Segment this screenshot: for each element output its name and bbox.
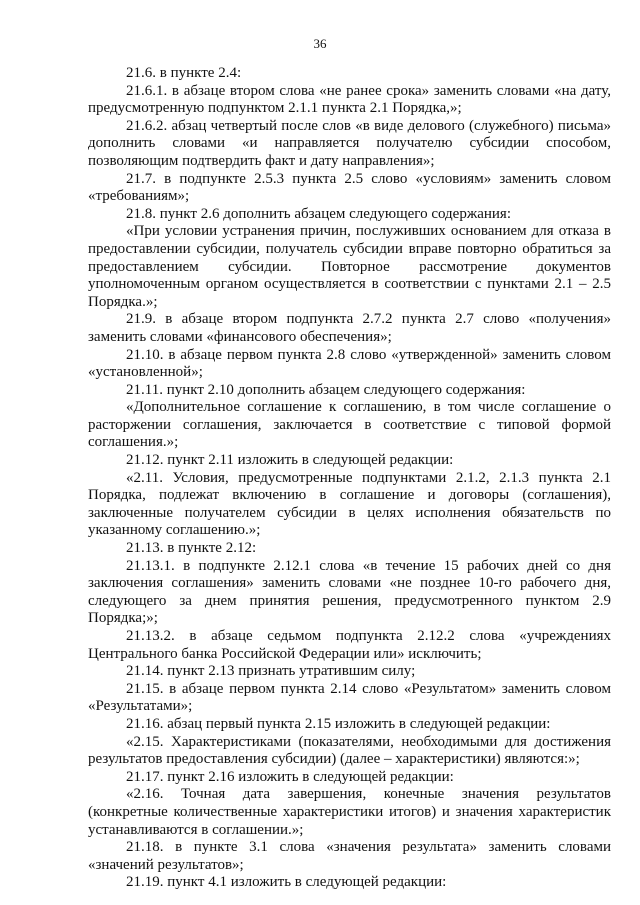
- paragraph-21-12-quote: «2.11. Условия, предусмотренные подпунктами 2.1.2, 2.1.3 пункта 2.1 Порядка, подлежат включению в соглашение и договоры (соглашения), заключенные получателем субсидии в целях исполнения обязательств по указанному соглашению.»;: [88, 469, 611, 539]
- paragraph-21-12: 21.12. пункт 2.11 изложить в следующей редакции:: [126, 452, 454, 469]
- paragraph-21-17: 21.17. пункт 2.16 изложить в следующей редакции:: [126, 768, 454, 785]
- paragraph-21-8: 21.8. пункт 2.6 дополнить абзацем следующего содержания:: [126, 205, 511, 222]
- paragraph-21-16-quote: «2.15. Характеристиками (показателями, необходимыми для достижения результатов предоставления субсидии) (далее – характеристики) являются:»;: [88, 733, 611, 768]
- paragraph-21-15: 21.15. в абзаце первом пункта 2.14 слово «Результатом» заменить словом «Результатами»;: [88, 680, 611, 715]
- page-number: 36: [313, 36, 327, 51]
- paragraph-21-7: 21.7. в подпункте 2.5.3 пункта 2.5 слово «условиям» заменить словом «требованиям»;: [88, 170, 611, 205]
- paragraph-21-19: 21.19. пункт 4.1 изложить в следующей редакции:: [126, 874, 447, 891]
- paragraph-21-13: 21.13. в пункте 2.12:: [126, 540, 257, 557]
- paragraph-21-11-quote: «Дополнительное соглашение к соглашению, в том числе соглашение о расторжении соглашения, заключается в соответствие с типовой формой соглашения.»;: [88, 399, 611, 451]
- paragraph-21-14: 21.14. пункт 2.13 признать утратившим силу;: [126, 663, 416, 680]
- paragraph-21-17-quote: «2.16. Точная дата завершения, конечные значения результатов (конкретные количественные характеристики итогов) и значения характеристик устанавливаются в соглашении.»;: [88, 786, 611, 838]
- paragraph-21-6: 21.6. в пункте 2.4:: [126, 65, 242, 81]
- paragraph-21-16: 21.16. абзац первый пункта 2.15 изложить в следующей редакции:: [126, 715, 551, 732]
- paragraph-21-6-1: 21.6.1. в абзаце втором слова «не ранее срока» заменить словами «на дату, предусмотренную подпунктом 2.1.1 пункта 2.1 Порядка,»;: [88, 82, 611, 117]
- paragraph-21-8-quote: «При условии устранения причин, послуживших основанием для отказа в предоставлении субсидии, получатель субсидии вправе повторно обратиться за предоставлением субсидии. Повторное рассмотрение документов уполномоченным органом осуществляется в соответствии с пунктами 2.1 – 2.5 Порядка.»;: [88, 223, 611, 310]
- paragraph-21-6-2: 21.6.2. абзац четвертый после слов «в виде делового (служебного) письма» дополнить словами «и направляется получателю субсидии способом, позволяющим подтвердить факт и дату направления»;: [88, 117, 611, 169]
- paragraph-21-11: 21.11. пункт 2.10 дополнить абзацем следующего содержания:: [126, 381, 526, 398]
- paragraph-21-9: 21.9. в абзаце втором подпункта 2.7.2 пункта 2.7 слово «получения» заменить словами «финансового обеспечения»;: [88, 311, 611, 345]
- paragraph-21-13-2: 21.13.2. в абзаце седьмом подпункта 2.12.2 слова «учреждениях Центрального банка Российской Федерации или» исключить;: [88, 628, 611, 662]
- document-body: [88, 65, 611, 892]
- paragraph-21-18: 21.18. в пункте 3.1 слова «значения результата» заменить словами «значений результатов»;: [88, 839, 611, 873]
- paragraph-21-13-1: 21.13.1. в подпункте 2.12.1 слова «в течение 15 рабочих дней со дня заключения соглашения» заменить словами «не позднее 10-го рабочего дня, следующего за днем принятия решения, предусмотренного пунктом 2.9 Порядка;»;: [88, 557, 611, 627]
- paragraph-21-10: 21.10. в абзаце первом пункта 2.8 слово «утвержденной» заменить словом «установленной»;: [88, 346, 611, 381]
